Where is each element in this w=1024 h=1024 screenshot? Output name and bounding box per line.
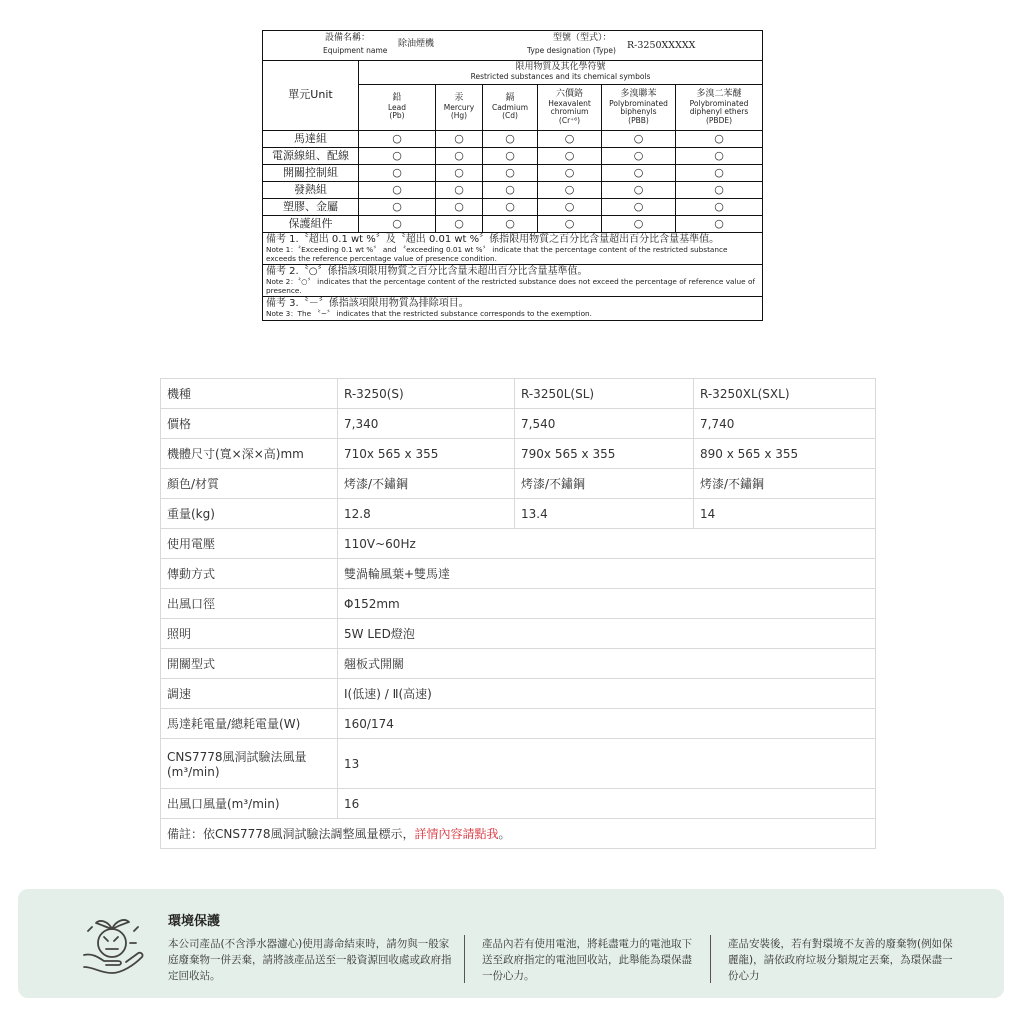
compliance-mark: ○: [359, 148, 436, 165]
note-row: [263, 233, 763, 265]
spec-key: [161, 739, 338, 789]
spec-value: Φ152mm: [338, 589, 876, 619]
part-name: 開關控制組: [263, 165, 359, 182]
spec-key: 出風口徑: [161, 589, 338, 619]
compliance-mark: ○: [483, 148, 538, 165]
spec-key: 使用電壓: [161, 529, 338, 559]
substance-name-cn: 鎘: [505, 93, 515, 104]
compliance-mark: ○: [538, 165, 602, 182]
compliance-mark: ○: [483, 165, 538, 182]
note-prefix: 備註：依CNS7778風洞試驗法調整風量標示，: [167, 827, 415, 841]
compliance-mark: ○: [436, 131, 483, 148]
equipment-header: [263, 31, 763, 61]
substance-header: [538, 85, 602, 131]
compliance-mark: ○: [538, 182, 602, 199]
spec-key: 開關型式: [161, 649, 338, 679]
spec-row: [161, 379, 876, 409]
compliance-mark: ○: [359, 199, 436, 216]
compliance-mark: ○: [483, 199, 538, 216]
compliance-mark: ○: [676, 148, 763, 165]
spec-value: R-3250L(SL): [515, 379, 694, 409]
equipment-label-cn: 設備名稱：: [325, 33, 371, 43]
rohs-declaration-table: [262, 30, 762, 358]
substance-name-cn: 多溴聯苯: [620, 89, 657, 100]
part-name: 電源線組、配線: [263, 148, 359, 165]
spec-row: [161, 529, 876, 559]
spec-row: [161, 619, 876, 649]
compliance-mark: ○: [436, 216, 483, 233]
compliance-mark: ○: [359, 131, 436, 148]
note-cell: [263, 233, 763, 265]
type-value: R-3250XXXXX: [627, 40, 696, 51]
note-cell: [263, 265, 763, 297]
compliance-mark: ○: [436, 199, 483, 216]
substance-header: [602, 85, 676, 131]
spec-value: 烤漆/不鏽鋼: [694, 469, 876, 499]
compliance-mark: ○: [676, 165, 763, 182]
spec-row: [161, 589, 876, 619]
type-label-cn: 型號（型式）：: [553, 33, 612, 43]
substance-header: [359, 85, 436, 131]
note-row: [263, 265, 763, 297]
substance-header: [483, 85, 538, 131]
spec-row: [161, 679, 876, 709]
spec-value: 7,340: [338, 409, 515, 439]
spec-value: R-3250XL(SXL): [694, 379, 876, 409]
spec-value: 13.4: [515, 499, 694, 529]
compliance-mark: ○: [538, 131, 602, 148]
spec-value: 13: [338, 739, 876, 789]
compliance-mark: ○: [538, 199, 602, 216]
type-label-en: Type designation (Type): [527, 46, 616, 55]
compliance-mark: ○: [602, 148, 676, 165]
spec-value: R-3250(S): [338, 379, 515, 409]
spec-value: 烤漆/不鏽鋼: [515, 469, 694, 499]
part-name: 塑膠、金屬: [263, 199, 359, 216]
part-row: [263, 131, 763, 148]
compliance-mark: ○: [602, 131, 676, 148]
part-name: 馬達組: [263, 131, 359, 148]
spec-key: 調速: [161, 679, 338, 709]
compliance-mark: ○: [602, 165, 676, 182]
part-row: [263, 148, 763, 165]
substance-symbol: (Cd): [502, 111, 518, 121]
part-row: [263, 165, 763, 182]
spec-value: 14: [694, 499, 876, 529]
compliance-mark: ○: [359, 216, 436, 233]
spec-value: 16: [338, 789, 876, 819]
spec-key: 顏色/材質: [161, 469, 338, 499]
substance-symbol: (PBB): [628, 115, 649, 125]
part-row: [263, 199, 763, 216]
equipment-value: 除油煙機: [398, 39, 435, 49]
substance-name-cn: 鉛: [392, 93, 402, 104]
spec-key: 照明: [161, 619, 338, 649]
compliance-mark: ○: [602, 182, 676, 199]
substance-name-en: Polybrominated biphenyls: [609, 99, 668, 117]
substance-name-en: Cadmium: [491, 103, 529, 113]
compliance-mark: ○: [436, 148, 483, 165]
compliance-mark: ○: [436, 165, 483, 182]
compliance-mark: ○: [676, 131, 763, 148]
spec-key: 重量(kg): [161, 499, 338, 529]
compliance-mark: ○: [538, 216, 602, 233]
spec-row: [161, 559, 876, 589]
spec-row: [161, 499, 876, 529]
spec-value: 110V~60Hz: [338, 529, 876, 559]
spec-key: 價格: [161, 409, 338, 439]
compliance-mark: ○: [538, 148, 602, 165]
compliance-mark: ○: [483, 216, 538, 233]
spec-value: 160/174: [338, 709, 876, 739]
substance-name-en: Polybrominated diphenyl ethers: [689, 99, 749, 117]
part-name: 發熱組: [263, 182, 359, 199]
eco-text-packaging: 產品安裝後，若有對環境不友善的廢棄物(例如保麗龍)，請依政府垃圾分類規定丟棄，為環保盡一份心力: [728, 938, 953, 982]
note-en: Note 2：〝○〞 indicates that the percentage content of the restricted substance does not exceed the percentage of reference value of presence.: [266, 277, 756, 296]
substance-header: [436, 85, 483, 131]
substance-name-cn: 汞: [454, 93, 464, 104]
spec-value: 雙渦輪風葉+雙馬達: [338, 559, 876, 589]
eco-text-disposal: 本公司產品(不含淨水器濾心)使用壽命結束時，請勿與一般家庭廢棄物一併丟棄，請將該產品送至一般資源回收處或政府指定回收站。: [168, 938, 452, 982]
compliance-mark: ○: [676, 199, 763, 216]
recycle-hand-icon: [78, 907, 148, 977]
eco-text-battery: 產品內若有使用電池，將耗盡電力的電池取下送至政府指定的電池回收站，此舉能為環保盡一份心力。: [482, 938, 692, 982]
note-cn: 備考 1.〝超出 0.1 wt %〞及〝超出 0.01 wt %〞係指限用物質之百分比含量超出百分比含量基準值。: [266, 234, 720, 245]
spec-key: 馬達耗電量/總耗電量(W): [161, 709, 338, 739]
substance-symbol: (Hg): [450, 111, 468, 121]
compliance-mark: ○: [483, 182, 538, 199]
spec-row: [161, 789, 876, 819]
details-link[interactable]: 詳情內容請點我: [414, 827, 499, 841]
substance-symbol: (Cr⁺⁶): [558, 115, 581, 125]
spec-table: [160, 378, 875, 849]
substance-name-en: Hexavalent chromium: [548, 99, 591, 117]
compliance-mark: ○: [602, 216, 676, 233]
substances-group-header: 限用物質及其化學符號 Restricted substances and its chemical symbols: [359, 61, 763, 85]
note-cn: 備考 2.〝○〞係指該項限用物質之百分比含量未超出百分比含量基準值。: [266, 266, 588, 278]
part-row: [263, 182, 763, 199]
spec-key: 機種: [161, 379, 338, 409]
spec-value: 7,540: [515, 409, 694, 439]
spec-key: 傳動方式: [161, 559, 338, 589]
spec-row: [161, 649, 876, 679]
compliance-mark: ○: [436, 182, 483, 199]
spec-value: 890 x 565 x 355: [694, 439, 876, 469]
eco-divider: [710, 935, 711, 983]
equipment-label-en: Equipment name: [323, 46, 388, 55]
spec-value: 5W LED燈泡: [338, 619, 876, 649]
spec-note: [161, 819, 876, 849]
unit-header: 單元Unit: [263, 61, 359, 131]
substance-name-en: Lead: [387, 103, 407, 113]
eco-title: 環境保護: [168, 914, 221, 929]
note-en: Note 3：The 〝−〞 indicates that the restricted substance corresponds to the exemption.: [266, 309, 592, 319]
spec-key: 機體尺寸(寬×深×高)mm: [161, 439, 338, 469]
note-cn: 備考 3.〝－〞係指該項限用物質為排除項目。: [266, 298, 469, 310]
cns-key-line2: (m³/min): [167, 765, 220, 779]
substance-name-en: Mercury: [443, 103, 475, 113]
spec-row: [161, 739, 876, 789]
substance-symbol: (PBDE): [705, 115, 733, 125]
spec-note-row: [161, 819, 876, 849]
part-name: 保護組件: [263, 216, 359, 233]
compliance-mark: ○: [676, 182, 763, 199]
spec-key: 出風口風量(m³/min): [161, 789, 338, 819]
spec-row: [161, 439, 876, 469]
spec-row: [161, 409, 876, 439]
substance-header: [676, 85, 763, 131]
spec-value: 790x 565 x 355: [515, 439, 694, 469]
spec-value: 翹板式開關: [338, 649, 876, 679]
substance-name-cn: 多溴二苯醚: [696, 89, 742, 100]
compliance-mark: ○: [676, 216, 763, 233]
part-row: [263, 216, 763, 233]
substance-name-cn: 六價鉻: [555, 89, 583, 100]
compliance-mark: ○: [483, 131, 538, 148]
spec-value: 7,740: [694, 409, 876, 439]
note-row: [263, 297, 763, 320]
spec-value: 12.8: [338, 499, 515, 529]
note-suffix: 。: [498, 827, 511, 841]
spec-value: 烤漆/不鏽鋼: [338, 469, 515, 499]
eco-divider: [464, 935, 465, 983]
note-en: Note 1：〝Exceeding 0.1 wt %〞 and 〝exceeding 0.01 wt %〞 indicate that the percentage content of the restricted substance exceeds the reference percentage value of presence condition.: [266, 245, 728, 264]
compliance-mark: ○: [602, 199, 676, 216]
spec-row: [161, 469, 876, 499]
spec-value: 710x 565 x 355: [338, 439, 515, 469]
spec-row: [161, 709, 876, 739]
compliance-mark: ○: [359, 182, 436, 199]
spec-value: Ⅰ(低速) / Ⅱ(高速): [338, 679, 876, 709]
environment-protection-banner: [18, 889, 1004, 998]
cns-key-line1: CNS7778風洞試驗法風量: [167, 750, 307, 764]
note-cell: [263, 297, 763, 320]
substance-symbol: (Pb): [389, 111, 405, 121]
compliance-mark: ○: [359, 165, 436, 182]
